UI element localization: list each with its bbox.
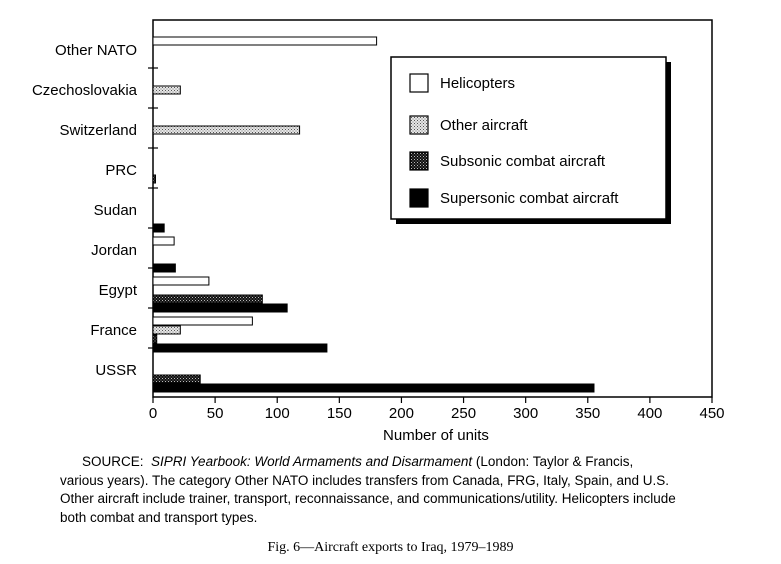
figure-caption: Fig. 6—Aircraft exports to Iraq, 1979–1989 [267,540,514,555]
bar-jordan-helicopters [153,237,174,245]
legend-label-helicopters: Helicopters [440,75,516,92]
legend-swatch-other-aircraft [410,116,428,134]
bar-prc-subsonic [153,175,155,183]
category-labels [32,42,138,379]
x-tick-label-50: 50 [206,405,224,422]
bar-other-nato-helicopters [153,37,377,45]
bar-france-other-aircraft [153,326,180,334]
source-note-line1 [60,453,750,472]
category-label-switzerland: Switzerland [59,122,137,139]
x-tick-label-200: 200 [388,405,414,422]
category-label-jordan: Jordan [91,242,137,259]
category-label-other-nato: Other NATO [55,42,137,59]
x-tick-label-350: 350 [575,405,601,422]
x-tick-label-300: 300 [513,405,539,422]
bar-switzerland-other-aircraft [153,126,300,134]
source-note-line4: both combat and transport types. [60,509,258,525]
x-tick-label-400: 400 [637,405,663,422]
category-label-czechoslovakia: Czechoslovakia [31,82,137,99]
source-publication: SIPRI Yearbook: World Armaments and Disarmament [151,454,473,469]
category-label-prc: PRC [105,162,137,179]
x-tick-label-150: 150 [326,405,352,422]
legend-label-other-aircraft: Other aircraft [440,117,528,134]
bar-france-subsonic [153,335,157,343]
source-note [60,453,750,527]
bar-france-supersonic [153,344,327,352]
bar-ussr-subsonic [153,375,200,383]
legend-swatch-subsonic [410,152,428,170]
bar-egypt-helicopters [153,277,209,285]
source-prefix: SOURCE: [82,454,144,469]
bar-egypt-subsonic [153,295,262,303]
category-label-sudan: Sudan [93,202,137,219]
legend [391,57,671,224]
x-tick-label-100: 100 [264,405,290,422]
category-label-egypt: Egypt [98,282,137,299]
bar-egypt-supersonic [153,304,287,312]
legend-swatch-helicopters [410,74,428,92]
x-tick-label-250: 250 [451,405,477,422]
category-label-ussr: USSR [95,362,137,379]
bar-ussr-supersonic [153,384,594,392]
x-tick-label-450: 450 [699,405,725,422]
legend-label-subsonic: Subsonic combat aircraft [440,153,606,170]
source-line1-rest: (London: Taylor & Francis, [472,454,634,469]
source-note-line2: various years). The category Other NATO includes transfers from Canada, FRG, Italy, Spain, and U.S. [60,472,670,488]
legend-swatch-supersonic [410,189,428,207]
x-axis-title: Number of units [383,427,489,444]
bar-france-helicopters [153,317,252,325]
x-tick-label-0: 0 [148,405,158,422]
source-note-line3: Other aircraft include trainer, transport, reconnaissance, and communications/utility. Helicopters include [60,491,676,506]
legend-label-supersonic: Supersonic combat aircraft [440,190,619,207]
category-label-france: France [90,322,137,339]
bar-czechoslovakia-other-aircraft [153,86,180,94]
